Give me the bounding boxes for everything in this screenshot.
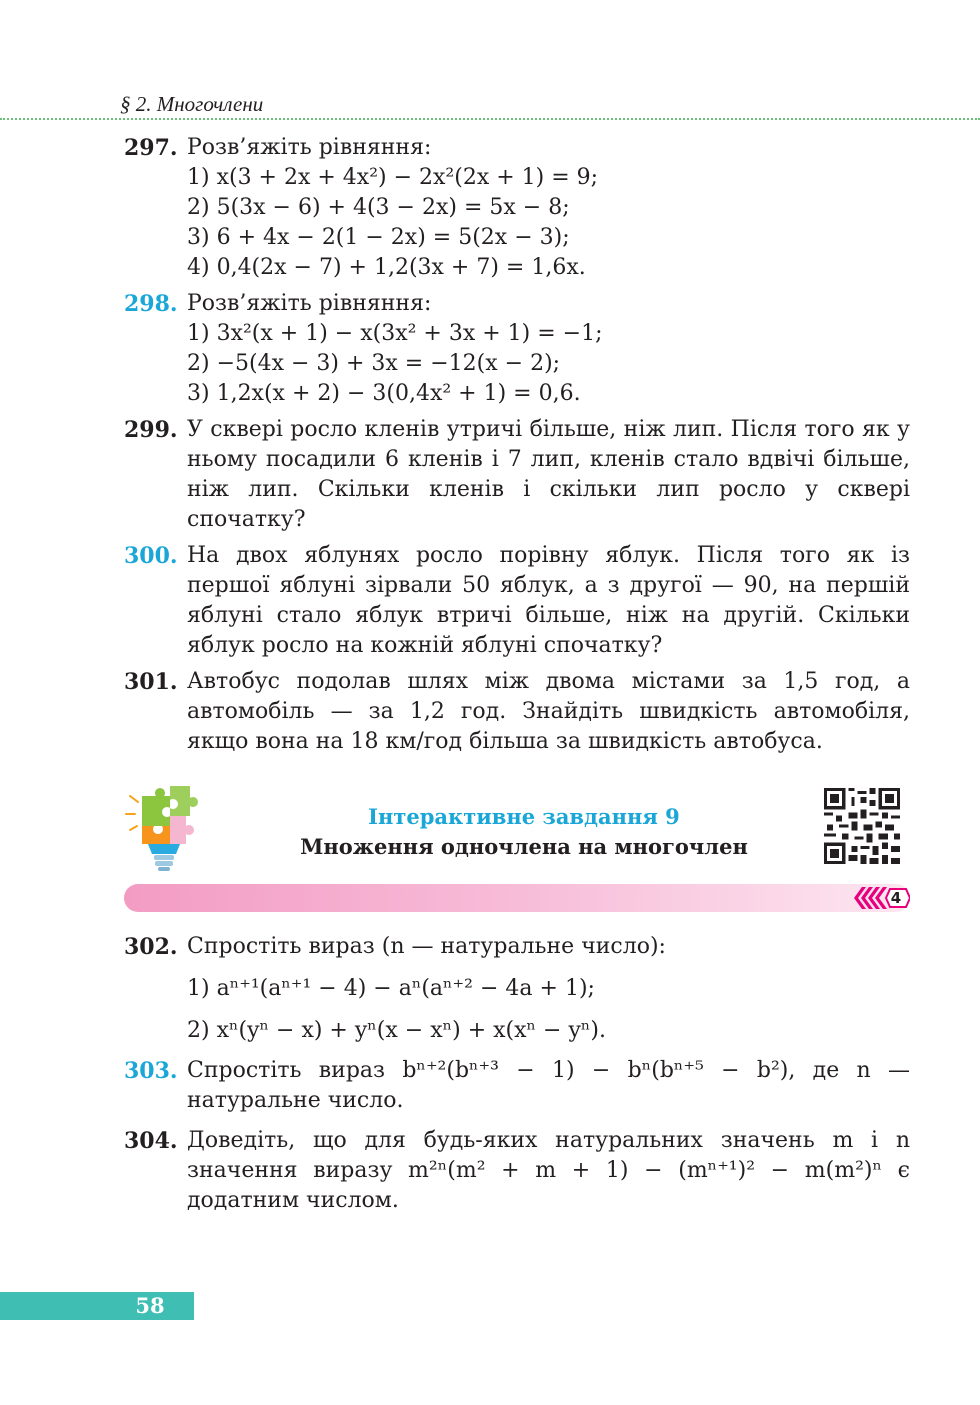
problem-text: У сквері росло кленів утричі більше, ніж лип. Після того як у ньому посадили 6 кленів і 7 лип, кленів стало вдвічі більше, ніж лип. Скільки кленів і скільки лип росло у сквері спочатку? [187,417,910,532]
problems-block-bottom [124,932,910,1216]
level-number: 4 [890,889,902,907]
header-dotted-rule [0,118,980,120]
problem-item: 1) 3x²(x + 1) − x(3x² + 3x + 1) = −1; [187,321,603,346]
problem-item: 1) aⁿ⁺¹(aⁿ⁺¹ − 4) − aⁿ(aⁿ⁺² − 4a + 1); [187,976,595,1001]
qr-code-icon[interactable] [824,788,900,864]
problem-text: На двох яблунях росло порівну яблук. Після того як із першої яблуні зірвали 50 яблук, а з другої — 90, на першій яблуні стало яблук втричі більше, ніж на другій. Скільки яблук росло на кожній яблуні спочатку? [187,543,910,658]
problem-number: 297. [124,135,178,161]
interactive-task-subtitle: Множення одночлена на многочлен [300,834,748,859]
running-head: § 2. Многочлени [120,92,264,116]
interactive-task-title: Інтерактивне завдання 9 [368,804,680,829]
problems-block-top [124,133,910,757]
problem-number: 303. [124,1058,178,1084]
problem-item: 1) x(3 + 2x + 4x²) − 2x²(2x + 1) = 9; [187,165,599,190]
problem-299 [124,415,910,535]
problem-item: 2) xⁿ(yⁿ − x) + yⁿ(x − xⁿ) + x(xⁿ − yⁿ). [187,1018,606,1043]
problem-item: 4) 0,4(2x − 7) + 1,2(3x + 7) = 1,6x. [187,255,586,280]
problem-number: 299. [124,417,178,443]
interactive-task-banner[interactable] [124,782,910,872]
problem-297 [124,133,910,283]
page-number: 58 [135,1293,165,1318]
problem-number: 298. [124,291,178,317]
puzzle-lightbulb-icon [124,782,214,872]
problem-item: 2) −5(4x − 3) + 3x = −12(x − 2); [187,351,561,376]
problem-item: 2) 5(3x − 6) + 4(3 − 2x) = 5x − 8; [187,195,570,220]
problem-text: Доведіть, що для будь-яких натуральних значень m і n значення виразу m²ⁿ(m² + m + 1) − (mⁿ⁺¹)² − m(m²)ⁿ є додатним числом. [187,1128,910,1213]
problem-text: Автобус подолав шлях між двома містами за 1,5 год, а автомобіль — за 1,2 год. Знайдіть швидкість автомобіля, якщо вона на 18 км/год більша за швидкість автобуса. [187,669,910,754]
problem-number: 301. [124,669,178,695]
problem-300 [124,541,910,661]
section-divider-bar [124,884,910,912]
problem-number: 302. [124,934,178,960]
problem-number: 304. [124,1128,178,1154]
problem-298 [124,289,910,409]
problem-item: 3) 1,2x(x + 2) − 3(0,4x² + 1) = 0,6. [187,381,581,406]
problem-text: Розв’яжіть рівняння: [187,291,432,316]
problem-301 [124,667,910,757]
problem-item: 3) 6 + 4x − 2(1 − 2x) = 5(2x − 3); [187,225,570,250]
problem-304 [124,1126,910,1216]
problem-text: Спростіть вираз (n — натуральне число): [187,934,666,959]
problem-number: 300. [124,543,178,569]
problem-302 [124,932,910,1046]
problem-303 [124,1056,910,1116]
problem-text: Спростіть вираз bⁿ⁺²(bⁿ⁺³ − 1) − bⁿ(bⁿ⁺⁵ − b²), де n — натуральне число. [187,1058,910,1113]
problem-text: Розв’яжіть рівняння: [187,135,432,160]
